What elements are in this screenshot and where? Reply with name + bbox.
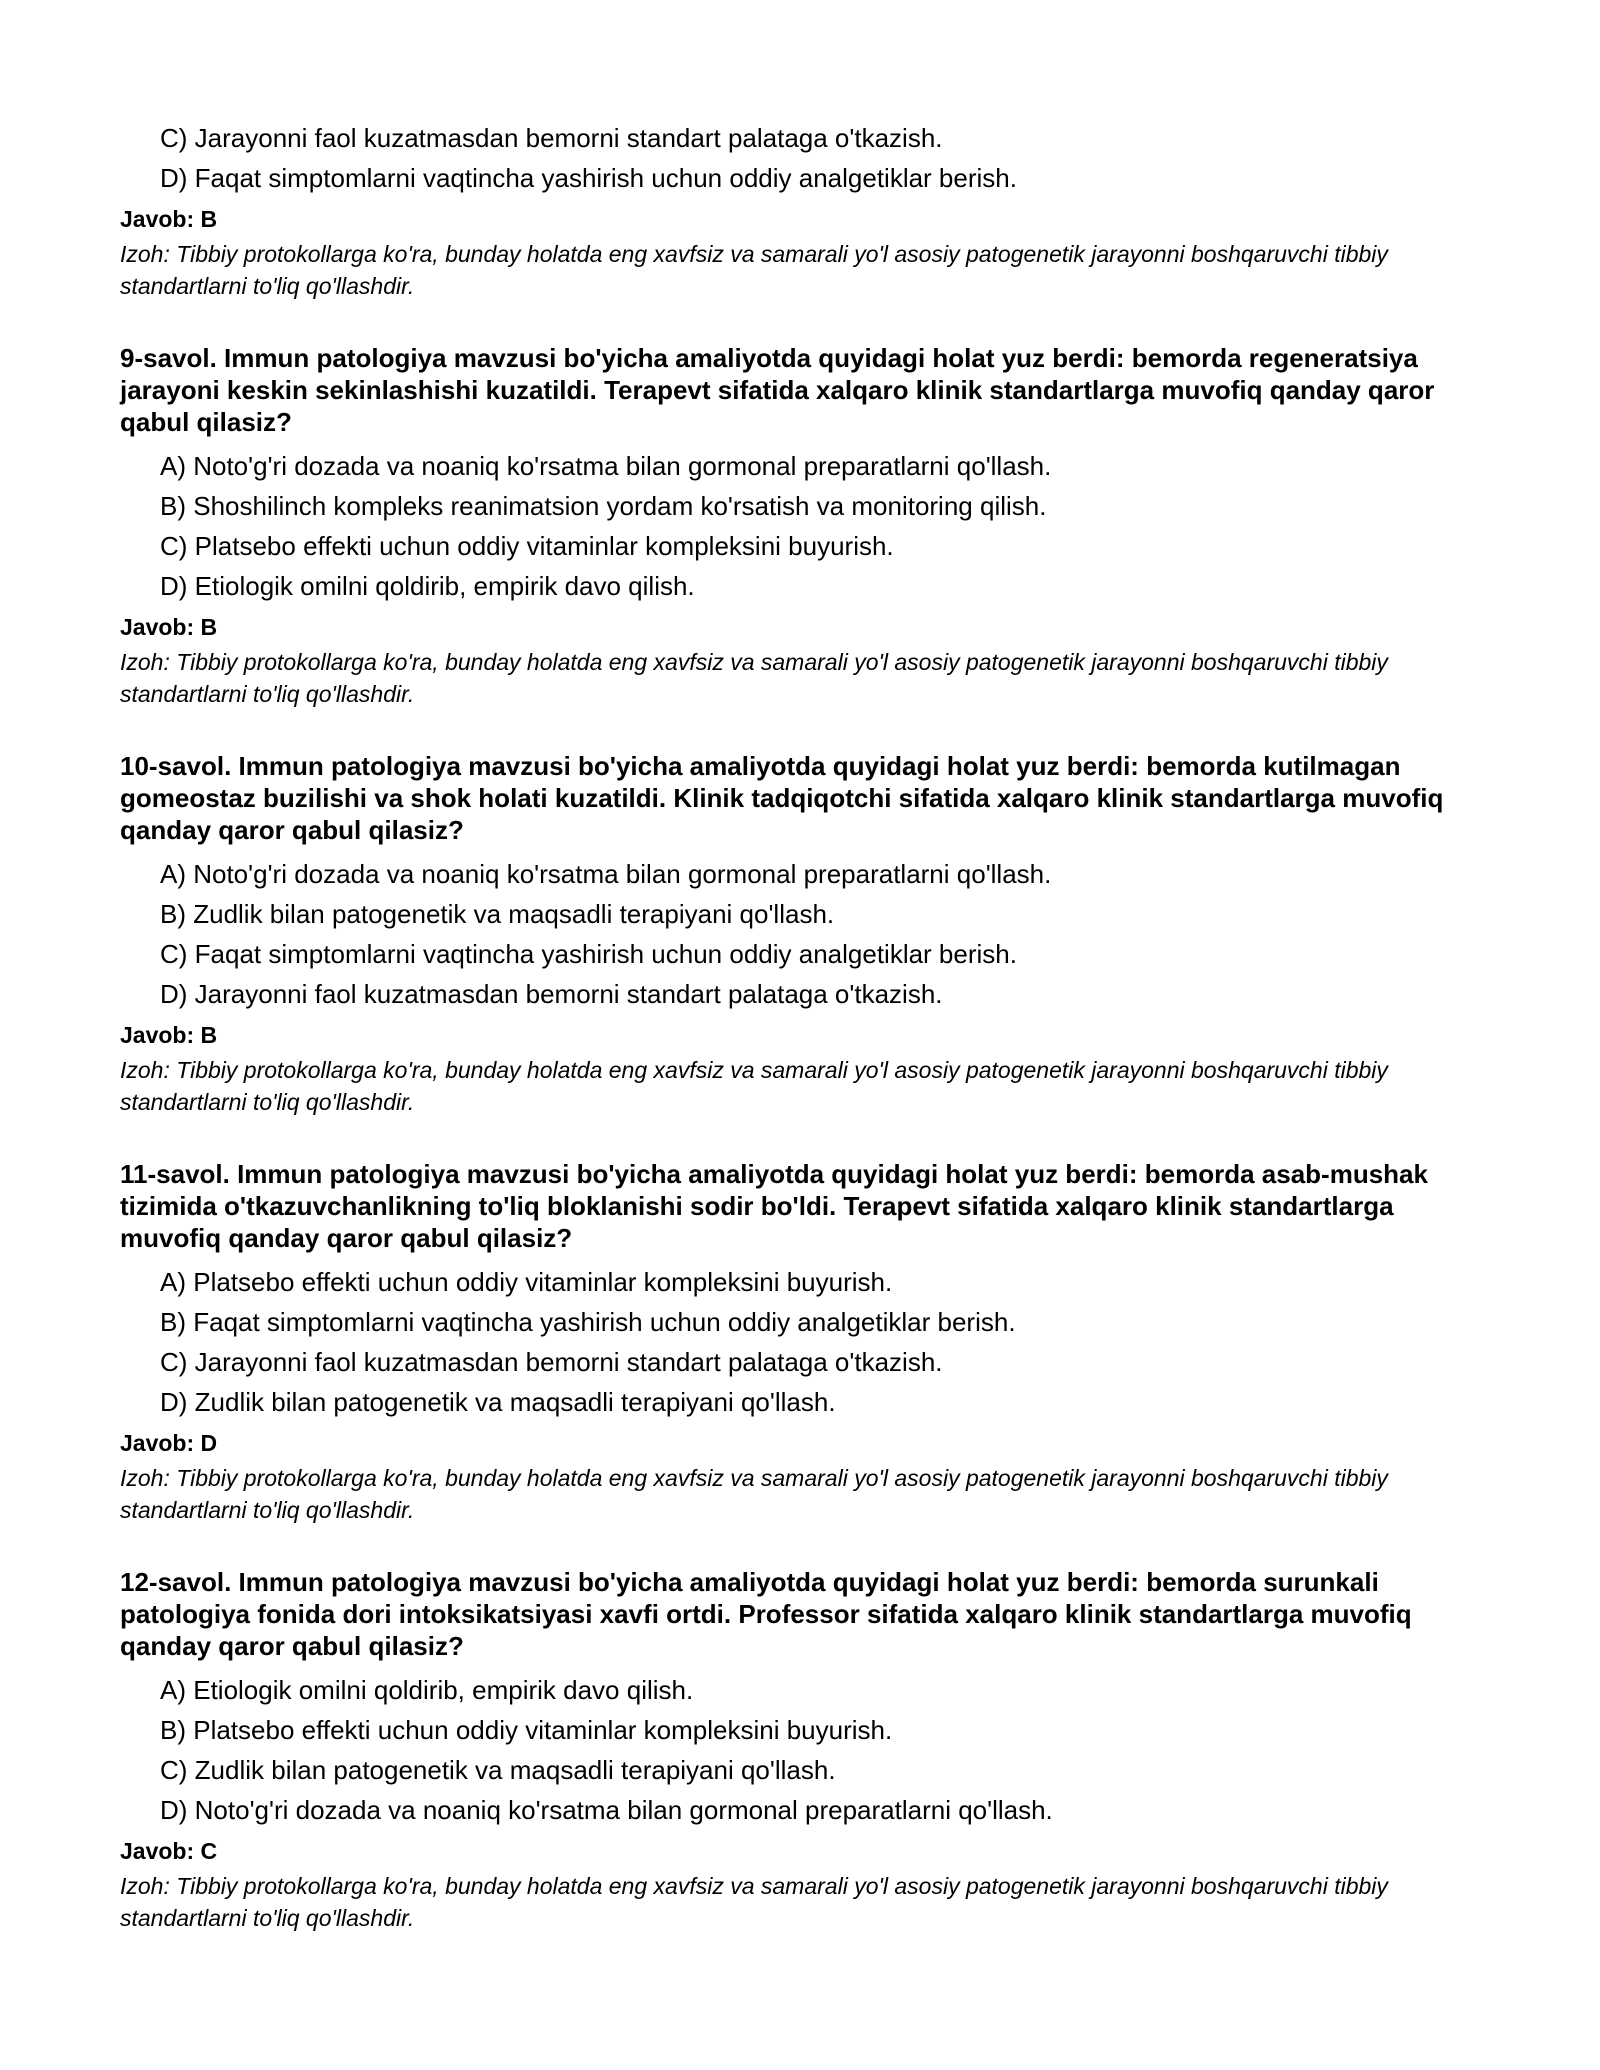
option-d: D) Faqat simptomlarni vaqtincha yashirish uchun oddiy analgetiklar berish. <box>160 163 1017 193</box>
answer-label: Javob: D <box>120 1430 218 1456</box>
question-text: 11-savol. Immun patologiya mavzusi bo'yicha amaliyotda quyidagi holat yuz berdi: bemorda asab-mushak tizimida o'tkazuvchanlikning to'liq bloklanishi sodir bo'ldi. Terapevt sifatida xalqaro klinik standartlarga muvofiq qanday qaror qabul qilasiz? <box>120 1159 1428 1253</box>
answer-label: Javob: B <box>120 1022 218 1048</box>
option-a: A) Etiologik omilni qoldirib, empirik davo qilish. <box>160 1675 694 1705</box>
explanation-note: Izoh: Tibbiy protokollarga ko'ra, bunday holatda eng xavfsiz va samarali yo'l asosiy patogenetik jarayonni boshqaruvchi tibbiy standartlarni to'liq qo'llashdir. <box>120 1057 1388 1115</box>
option-d: D) Jarayonni faol kuzatmasdan bemorni standart palataga o'tkazish. <box>160 979 943 1009</box>
option-b: B) Shoshilinch kompleks reanimatsion yordam ko'rsatish va monitoring qilish. <box>160 491 1047 521</box>
explanation-note: Izoh: Tibbiy protokollarga ko'ra, bunday holatda eng xavfsiz va samarali yo'l asosiy patogenetik jarayonni boshqaruvchi tibbiy standartlarni to'liq qo'llashdir. <box>120 1873 1388 1931</box>
option-d: D) Noto'g'ri dozada va noaniq ko'rsatma bilan gormonal preparatlarni qo'llash. <box>160 1795 1053 1825</box>
question-text: 10-savol. Immun patologiya mavzusi bo'yicha amaliyotda quyidagi holat yuz berdi: bemorda kutilmagan gomeostaz buzilishi va shok holati kuzatildi. Klinik tadqiqotchi sifatida xalqaro klinik standartlarga muvofiq qanday qaror qabul qilasiz? <box>120 751 1444 845</box>
option-a: A) Platsebo effekti uchun oddiy vitaminlar kompleksini buyurish. <box>160 1267 893 1297</box>
option-b: B) Faqat simptomlarni vaqtincha yashirish uchun oddiy analgetiklar berish. <box>160 1307 1016 1337</box>
document-page <box>120 118 1500 1934</box>
option-a: A) Noto'g'ri dozada va noaniq ko'rsatma bilan gormonal preparatlarni qo'llash. <box>160 859 1052 889</box>
question-block-11 <box>120 1158 1500 1526</box>
option-c: C) Jarayonni faol kuzatmasdan bemorni standart palataga o'tkazish. <box>160 123 943 153</box>
option-c: C) Zudlik bilan patogenetik va maqsadli terapiyani qo'llash. <box>160 1755 836 1785</box>
explanation-note: Izoh: Tibbiy protokollarga ko'ra, bunday holatda eng xavfsiz va samarali yo'l asosiy patogenetik jarayonni boshqaruvchi tibbiy standartlarni to'liq qo'llashdir. <box>120 241 1388 299</box>
explanation-note: Izoh: Tibbiy protokollarga ko'ra, bunday holatda eng xavfsiz va samarali yo'l asosiy patogenetik jarayonni boshqaruvchi tibbiy standartlarni to'liq qo'llashdir. <box>120 649 1388 707</box>
question-text: 12-savol. Immun patologiya mavzusi bo'yicha amaliyotda quyidagi holat yuz berdi: bemorda surunkali patologiya fonida dori intoksikatsiyasi xavfi ortdi. Professor sifatida xalqaro klinik standartlarga muvofiq qanday qaror qabul qilasiz? <box>120 1567 1412 1661</box>
option-d: D) Etiologik omilni qoldirib, empirik davo qilish. <box>160 571 695 601</box>
question-8-fragment <box>120 118 1500 302</box>
question-text: 9-savol. Immun patologiya mavzusi bo'yicha amaliyotda quyidagi holat yuz berdi: bemorda regeneratsiya jarayoni keskin sekinlashishi kuzatildi. Terapevt sifatida xalqaro klinik standartlarga muvofiq qanday qaror qabul qilasiz? <box>120 343 1435 437</box>
option-c: C) Platsebo effekti uchun oddiy vitaminlar kompleksini buyurish. <box>160 531 894 561</box>
option-c: C) Faqat simptomlarni vaqtincha yashirish uchun oddiy analgetiklar berish. <box>160 939 1017 969</box>
answer-label: Javob: C <box>120 1838 218 1864</box>
option-b: B) Zudlik bilan patogenetik va maqsadli terapiyani qo'llash. <box>160 899 835 929</box>
question-block-9 <box>120 342 1500 710</box>
question-block-12 <box>120 1566 1500 1934</box>
option-a: A) Noto'g'ri dozada va noaniq ko'rsatma bilan gormonal preparatlarni qo'llash. <box>160 451 1052 481</box>
answer-label: Javob: B <box>120 614 218 640</box>
question-block-10 <box>120 750 1500 1118</box>
option-c: C) Jarayonni faol kuzatmasdan bemorni standart palataga o'tkazish. <box>160 1347 943 1377</box>
option-d: D) Zudlik bilan patogenetik va maqsadli terapiyani qo'llash. <box>160 1387 836 1417</box>
explanation-note: Izoh: Tibbiy protokollarga ko'ra, bunday holatda eng xavfsiz va samarali yo'l asosiy patogenetik jarayonni boshqaruvchi tibbiy standartlarni to'liq qo'llashdir. <box>120 1465 1388 1523</box>
answer-label: Javob: B <box>120 206 218 232</box>
option-b: B) Platsebo effekti uchun oddiy vitaminlar kompleksini buyurish. <box>160 1715 893 1745</box>
